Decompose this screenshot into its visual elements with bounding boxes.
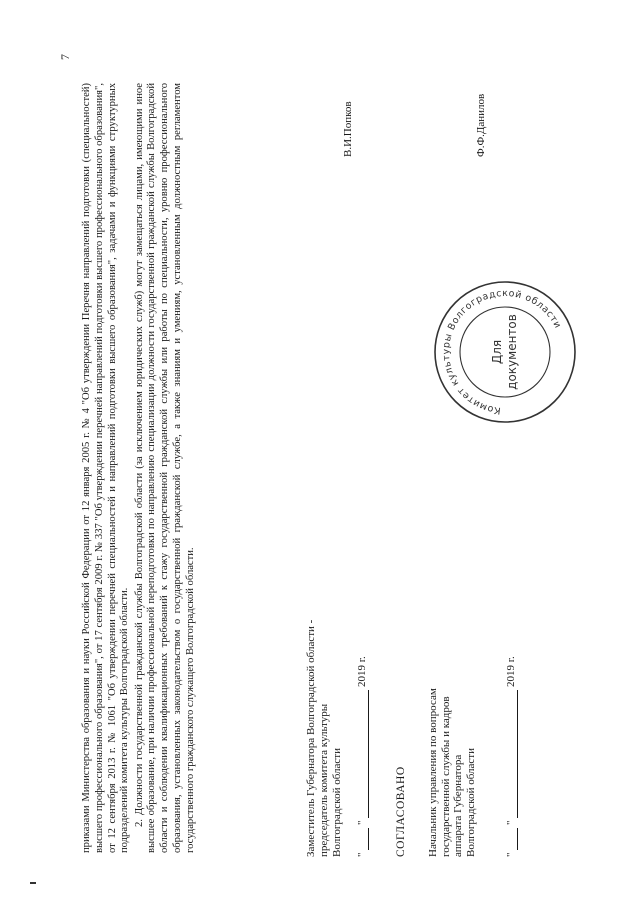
date-quote: " bbox=[505, 820, 517, 825]
date-quote: " bbox=[356, 852, 368, 857]
stamp-center-text: Для bbox=[490, 339, 504, 365]
signature-2-date bbox=[505, 656, 518, 857]
signature-2-line: государственной службы и кадров bbox=[439, 696, 452, 857]
signature-1-line: председатель комитета культуры bbox=[317, 703, 330, 857]
date-month-blank bbox=[356, 690, 369, 818]
signature-1-name: В.И.Попков bbox=[342, 101, 354, 157]
signature-block-2 bbox=[427, 557, 477, 857]
signature-2-line: аппарата Губернатора bbox=[452, 754, 464, 857]
date-year: 2019 г. bbox=[356, 656, 368, 687]
date-day-blank bbox=[356, 828, 369, 850]
date-day-blank bbox=[505, 828, 518, 850]
paragraph-2: 2. Должности государственной гражданской службы Волгоградской области (за исключением юридических служб) могут замещаться лицами, имеющими иное высшее образование, при наличии профессиональной переподготовки по направлению специализации должности государственной гражданской службы Волгоградской области и соблюдении квалификационных требований к стажу государственной гражданской службы или работы по специальности, уровню профессионального образования, установленных законодательством о государственной гражданской службе, а также знаниям и умениям, установленным должностным регламентом государственного гражданского служащего Волгоградской области. bbox=[133, 83, 196, 853]
agreed-heading: СОГЛАСОВАНО bbox=[395, 766, 407, 857]
stamp-center-text: документов bbox=[505, 314, 519, 390]
stamp-ring-text: Комитет культуры Волгоградской области bbox=[440, 287, 564, 416]
signature-2-line: Волгоградской области bbox=[464, 748, 477, 857]
page-number: 7 bbox=[58, 54, 72, 60]
signature-1-line: Заместитель Губернатора Волгоградской области - bbox=[305, 619, 317, 857]
document-body bbox=[81, 83, 198, 853]
date-year: 2019 г. bbox=[505, 656, 517, 687]
signature-2-name: Ф.Ф.Данилов bbox=[475, 93, 487, 157]
date-month-blank bbox=[505, 690, 518, 818]
paragraph-1: приказами Министерства образования и науки Российской Федерации от 12 января 2005 г. № 4 "Об утверждении Перечня направлений подготовки (специальностей) высшего профессионального образования", от 17 сентября 2009 г. № 337 "Об утверждении перечней направлений подготовки высшего профессионального образования", от 12 сентября 2013 г. № 1061 "Об утверждении перечней специальностей и направлений подготовки высшего образования", задачами и функциями структурных подразделений комитета культуры Волгоградской области. bbox=[81, 83, 131, 853]
date-quote: " bbox=[356, 820, 368, 825]
signature-1-date bbox=[356, 656, 369, 857]
date-quote: " bbox=[505, 852, 517, 857]
signature-block-1 bbox=[305, 557, 343, 857]
scan-mark bbox=[30, 882, 36, 884]
official-stamp bbox=[430, 277, 580, 427]
signature-2-line: Начальник управления по вопросам bbox=[427, 688, 439, 857]
signature-1-line: Волгоградской области bbox=[330, 748, 343, 857]
